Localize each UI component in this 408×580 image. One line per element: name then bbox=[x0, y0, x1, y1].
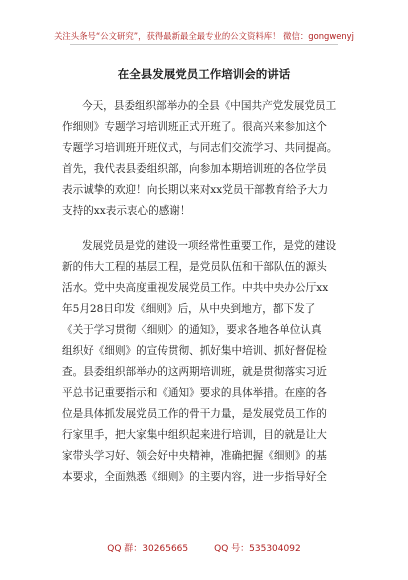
header-banner: 关注头条号“公文研究”，获得最新最全最专业的公文资料库！ 微信：gongwenyj bbox=[54, 31, 354, 41]
body-line: 年5月28日印发《细则》后，从中央到地方，都下发了 bbox=[62, 303, 316, 315]
header-divider bbox=[70, 44, 338, 45]
footer-contact bbox=[0, 541, 408, 554]
body-line: 今天，县委组织部举办的全县《中国共产党发展党员工 bbox=[82, 100, 337, 112]
body-line: 家带头学习好、领会好中央精神，准确把握《细则》的基 bbox=[62, 450, 327, 462]
body-line: 支持的xx表示衷心的感谢！ bbox=[62, 205, 191, 217]
body-line: 首先，我代表县委组织部，向参加本期培训班的各位学员 bbox=[62, 163, 327, 175]
body-line: 组织好《细则》的宣传贯彻、抓好集中培训、抓好督促检 bbox=[62, 345, 327, 357]
footer-qq-group: QQ 群：30265665 bbox=[107, 544, 189, 554]
body-line: 平总书记重要指示和《通知》要求的具体举措。在座的各 bbox=[62, 387, 327, 399]
body-line: 《关于学习贯彻〈细则〉的通知》，要求各地各单位认真 bbox=[62, 324, 322, 336]
document-title: 在全县发展党员工作培训会的讲话 bbox=[117, 67, 291, 81]
body-line: 专题学习培训班开班仪式，与同志们交流学习、共同提高。 bbox=[62, 142, 338, 154]
body-line: 查。县委组织部举办的这两期培训班，就是贯彻落实习近 bbox=[62, 366, 327, 378]
body-line: 发展党员是党的建设一项经常性重要工作，是党的建设 bbox=[82, 240, 337, 252]
body-line: 本要求，全面熟悉《细则》的主要内容，进一步指导好全 bbox=[62, 471, 327, 483]
body-line: 作细则》专题学习培训班正式开班了。很高兴来参加这个 bbox=[62, 121, 327, 133]
body-line: 活水。党中央高度重视发展党员工作。中共中央办公厅xx bbox=[62, 282, 329, 294]
body-line: 行家里手，把大家集中组织起来进行培训，目的就是让大 bbox=[62, 429, 327, 441]
body-line: 表示诚挚的欢迎！向长期以来对xx党员干部教育给予大力 bbox=[62, 184, 329, 196]
body-line: 新的伟大工程的基层工程，是党员队伍和干部队伍的源头 bbox=[62, 261, 327, 273]
body-line: 位是具体抓发展党员工作的骨干力量，是发展党员工作的 bbox=[62, 408, 327, 420]
footer-qq-number: QQ 号：535304092 bbox=[214, 544, 301, 554]
